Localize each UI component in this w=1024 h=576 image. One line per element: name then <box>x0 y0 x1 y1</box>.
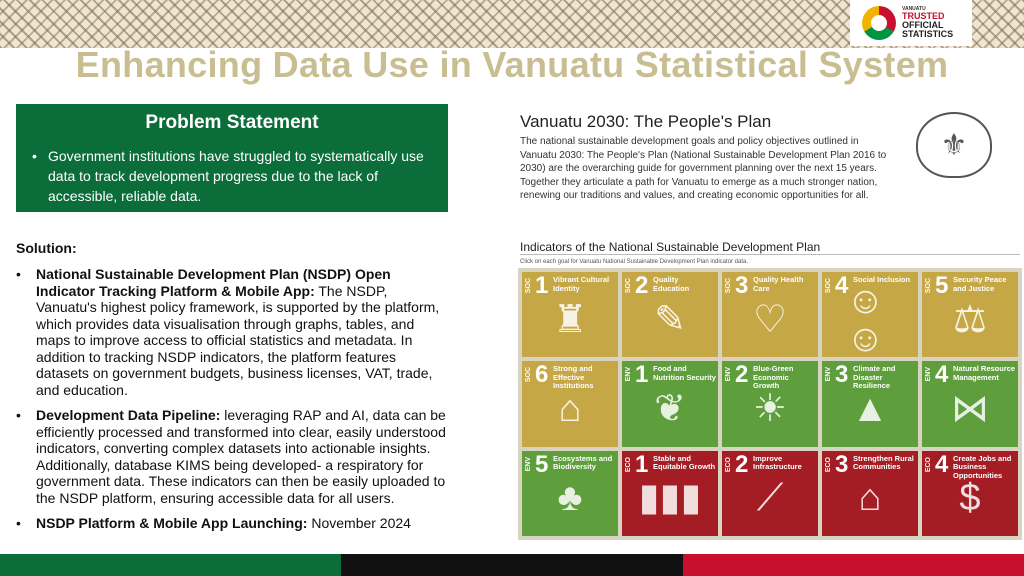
problem-statement-box <box>16 104 448 212</box>
goal-tile-soc-5[interactable] <box>922 272 1018 357</box>
goal-tile-soc-1[interactable] <box>522 272 618 357</box>
indicators-subtitle: Click on each goal for Vanuatu National Sustainable Development Plan indicator data. <box>520 259 749 265</box>
goal-label: Blue-Green Economic Growth <box>753 364 794 391</box>
goal-label: Quality Education <box>653 275 690 293</box>
solution-heading: Solution: <box>16 240 77 256</box>
solution-item-text <box>36 266 446 398</box>
solution-item-bold: Development Data Pipeline: <box>36 407 221 423</box>
education-icon: ✎ <box>654 298 686 341</box>
goal-tile-eco-3[interactable] <box>822 451 918 536</box>
solution-item-body: The NSDP, Vanuatu's highest policy framework, is supported by the platform, which provides data visualisation through graphs, tables, and maps to improve access to official statistics and metadata. In addition to tracking NSDP indicators, the platform features datasets on government budgets, business licenses, VAT, trade, and education. <box>36 282 440 398</box>
goal-label: Improve Infrastructure <box>753 453 802 472</box>
goal-number: 1 <box>635 450 649 478</box>
solution-item-bold: National Sustainable Development Plan (NSDP) Open Indicator Tracking Platform & Mobile App: <box>36 266 391 299</box>
flag-bar-red <box>683 554 1024 576</box>
goal-label: Strong and Effective Institutions <box>553 364 594 391</box>
goal-label: Ecosystems and Biodiversity <box>553 453 613 472</box>
logo-small-text: VANUATU <box>902 6 926 12</box>
solution-item-bold: NSDP Platform & Mobile App Launching: <box>36 515 308 531</box>
goal-number: 4 <box>835 272 849 299</box>
people-icon: ☺☺ <box>846 279 885 358</box>
goal-tile-soc-6[interactable] <box>522 361 618 446</box>
goal-number: 1 <box>535 272 549 299</box>
goal-code: SOC <box>825 278 832 294</box>
goal-tile-soc-3[interactable] <box>722 272 818 357</box>
goal-code: SOC <box>925 278 932 294</box>
goal-tile-env-2[interactable] <box>722 361 818 446</box>
logo-emblem-icon <box>862 6 896 40</box>
flag-bar-black <box>341 554 682 576</box>
solution-item <box>16 515 446 532</box>
goal-label: Social Inclusion <box>853 275 911 284</box>
problem-bullet <box>30 146 434 206</box>
goal-code: SOC <box>625 278 632 294</box>
goal-tile-env-3[interactable] <box>822 361 918 446</box>
goal-number: 3 <box>835 361 849 389</box>
road-icon: ⟋ <box>756 477 784 520</box>
goal-number: 2 <box>735 361 749 389</box>
goal-tile-eco-2[interactable] <box>722 451 818 536</box>
fish-icon: ⋈ <box>951 388 989 431</box>
hut-icon: ⌂ <box>858 477 882 520</box>
volcano-icon: ▲ <box>851 388 889 431</box>
goal-code: SOC <box>525 278 532 294</box>
vanuatu-2030-title: Vanuatu 2030: The People's Plan <box>520 112 772 131</box>
goal-label: Climate and Disaster Resilience <box>853 364 896 391</box>
goal-label: Stable and Equitable Growth <box>653 453 716 472</box>
solution-item-text <box>36 407 446 506</box>
gavel-icon: ⚖ <box>952 298 988 341</box>
goal-number: 2 <box>635 272 649 299</box>
goal-label: Create Jobs and Business Opportunities <box>953 453 1012 480</box>
bullet-icon: • <box>16 407 21 423</box>
divider <box>520 254 1020 255</box>
solution-item-text <box>36 515 411 532</box>
goal-label: Food and Nutrition Security <box>653 364 716 382</box>
goal-code: ENV <box>725 367 732 382</box>
problem-text: Government institutions have struggled to systematically use data to track development progress due to the lack of accessible, reliable data. <box>48 148 424 204</box>
goal-tile-env-5[interactable] <box>522 451 618 536</box>
goal-tile-soc-2[interactable] <box>622 272 718 357</box>
goal-tile-eco-1[interactable] <box>622 451 718 536</box>
goal-number: 1 <box>635 361 649 389</box>
solution-list <box>16 266 446 541</box>
bullet-icon: • <box>16 515 21 531</box>
nsdp-goal-grid <box>518 268 1022 540</box>
goal-number: 3 <box>835 450 849 478</box>
logo-line-3: STATISTICS <box>902 29 954 39</box>
logo-line-1: TRUSTED <box>902 11 945 21</box>
goal-number: 2 <box>735 450 749 478</box>
goal-number: 5 <box>535 450 549 478</box>
solution-item-body: November 2024 <box>307 515 411 531</box>
logo-wordmark <box>902 7 953 39</box>
building-icon: ⌂ <box>558 388 582 431</box>
goal-tile-eco-4[interactable] <box>922 451 1018 536</box>
stethoscope-icon: ♡ <box>752 298 788 341</box>
flag-bar-green <box>0 554 341 576</box>
solar-panel-icon: ☀ <box>752 388 788 431</box>
goal-code: ENV <box>525 456 532 472</box>
tree-icon: ♣ <box>557 477 583 520</box>
goal-tile-soc-4[interactable] <box>822 272 918 357</box>
goal-code: ENV <box>825 367 832 382</box>
goal-number: 4 <box>935 450 949 478</box>
goal-code: ENV <box>625 367 632 382</box>
logo-line-2: OFFICIAL <box>902 20 944 30</box>
goal-label: Natural Resource Management <box>953 364 1016 382</box>
bar-chart-icon: ▮▮▮ <box>638 477 702 520</box>
goal-label: Vibrant Cultural Identity <box>553 275 610 293</box>
problem-title: Problem Statement <box>145 112 319 133</box>
goal-code: SOC <box>725 278 732 294</box>
goal-label: Strengthen Rural Communities <box>853 453 914 472</box>
goal-code: ECO <box>825 456 832 472</box>
solution-item <box>16 266 446 398</box>
totem-icon: ♜ <box>552 298 588 341</box>
goal-tile-env-4[interactable] <box>922 361 1018 446</box>
solution-item-body: leveraging RAP and AI, data can be efficiently processed and transformed into clear, easily understood indicators, converting complex datasets into actionable insights. Additionally, database KIMS being developed- a respiratory for government data. These indicators can then be easily uploaded to the NSDP platform, ensuring accessible data for all users. <box>36 407 446 506</box>
goal-label: Quality Health Care <box>753 275 804 293</box>
goal-number: 4 <box>935 361 949 389</box>
goal-code: ECO <box>625 456 632 472</box>
goal-number: 6 <box>535 361 549 389</box>
plant-coin-icon: $ <box>959 477 981 520</box>
solution-item <box>16 407 446 506</box>
indicators-heading: Indicators of the National Sustainable Development Plan <box>520 240 821 254</box>
vanuatu-crest-icon: ⚜ <box>916 112 992 178</box>
bullet-icon: • <box>16 266 21 282</box>
goal-tile-env-1[interactable] <box>622 361 718 446</box>
plant-icon: ❦ <box>654 388 686 431</box>
goal-code: ECO <box>925 456 932 472</box>
vanuatu-2030-intro: The national sustainable development goals and policy objectives outlined in Vanuatu 2030: The People's Plan (National Sustainable Development Plan 2016 to 2030) are the overarching guide for government planning over the next 15 years. Together they articulate a path for Vanuatu to emerge as a much stronger nation, renewing our traditions and values, and creating economic opportunities for all. <box>520 136 887 201</box>
goal-number: 3 <box>735 272 749 299</box>
page-title: Enhancing Data Use in Vanuatu Statistical System <box>75 44 949 85</box>
goal-code: ENV <box>925 367 932 382</box>
goal-label: Security Peace and Justice <box>953 275 1007 293</box>
flag-color-bar <box>0 554 1024 576</box>
bullet-icon: • <box>32 148 37 164</box>
goal-code: ECO <box>725 456 732 472</box>
vtos-logo <box>850 0 972 46</box>
goal-number: 5 <box>935 272 949 299</box>
goal-code: SOC <box>525 367 532 383</box>
